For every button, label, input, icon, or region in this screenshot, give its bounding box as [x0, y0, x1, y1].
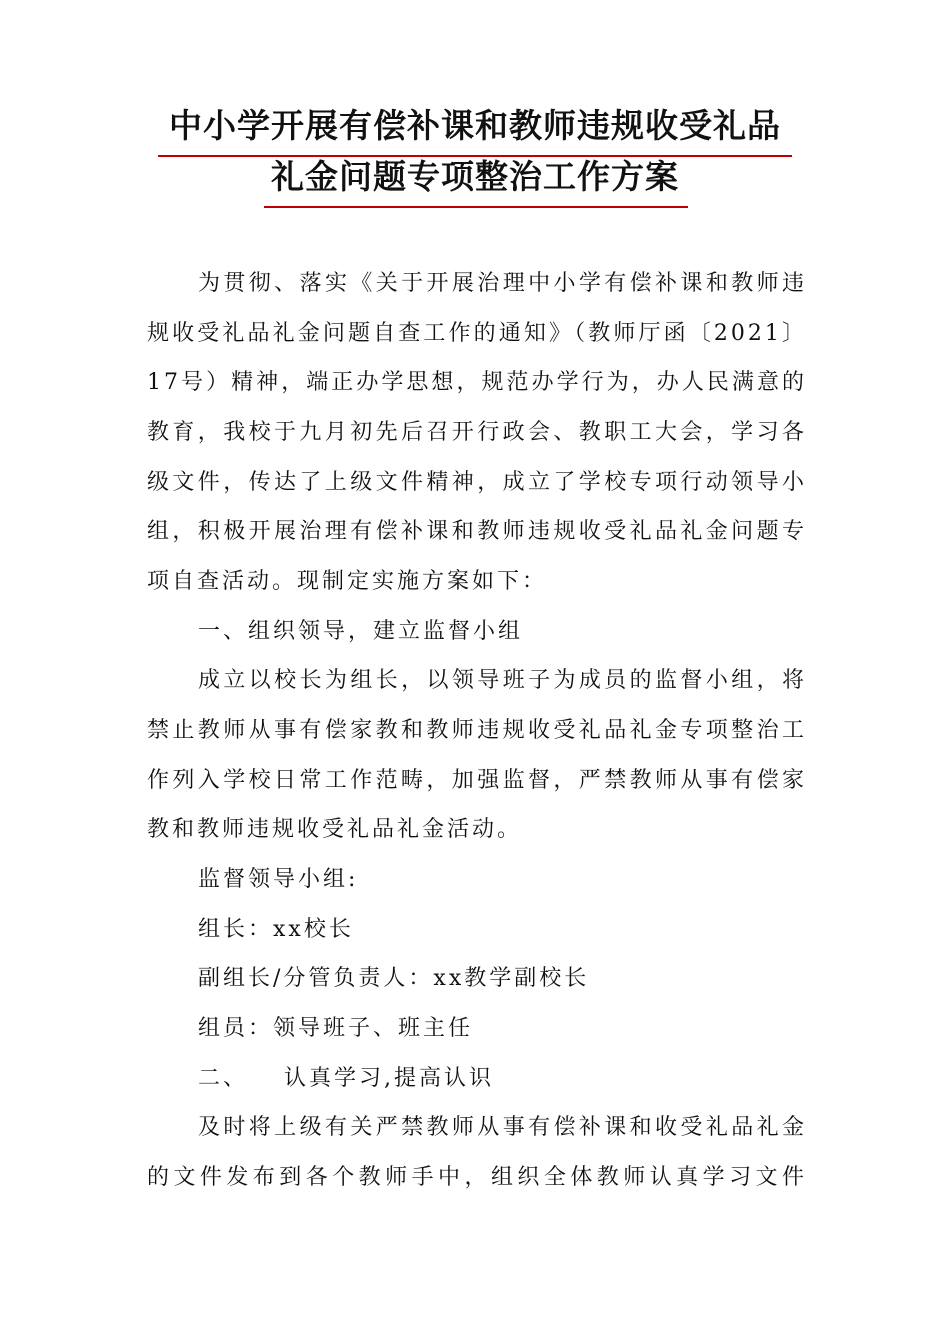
- group-label: 监督领导小组:: [198, 866, 359, 892]
- section-1-paragraph: 成立以校长为组长，以领导班子为成员的监督小组，将禁止教师从事有偿家教和教师违规收受礼品礼金专项整治工作列入学校日常工作范畴，加强监督，严禁教师从事有偿家教和教师违规收受礼品礼金活动。: [147, 668, 807, 843]
- document-title-line-2: 礼金问题专项整治工作方案: [271, 157, 679, 196]
- intro-paragraph: 为贯彻、落实《关于开展治理中小学有偿补课和教师违规收受礼品礼金问题自查工作的通知》（教师厅函〔2021〕17号）精神，端正办学思想，规范办学行为，办人民满意的教育，我校于九月初先后召开行政会、教职工大会，学习各级文件，传达了上级文件精神，成立了学校专项行动领导小组，积极开展治理有偿补课和教师违规收受礼品礼金问题专项自查活动。现制定实施方案如下：: [147, 271, 807, 594]
- section-2-heading: [147, 1054, 807, 1104]
- group-deputy: 副组长/分管负责人：xx教学副校长: [198, 966, 590, 992]
- section-2-title: 认真学习,提高认识: [284, 1065, 495, 1091]
- section-1-heading: 一、组织领导，建立监督小组: [198, 618, 524, 644]
- document-title-line-1: 中小学开展有偿补课和教师违规收受礼品: [169, 106, 781, 145]
- group-members: 组员：领导班子、班主任: [198, 1015, 474, 1041]
- title-underline-2: [264, 206, 688, 208]
- section-2-number: 二、: [198, 1065, 249, 1091]
- document-body: [147, 259, 807, 1202]
- section-2-paragraph: 及时将上级有关严禁教师从事有偿补课和收受礼品礼金的文件发布到各个教师手中，组织全体教师认真学习文件: [147, 1115, 807, 1190]
- group-leader: 组长：xx校长: [198, 916, 354, 942]
